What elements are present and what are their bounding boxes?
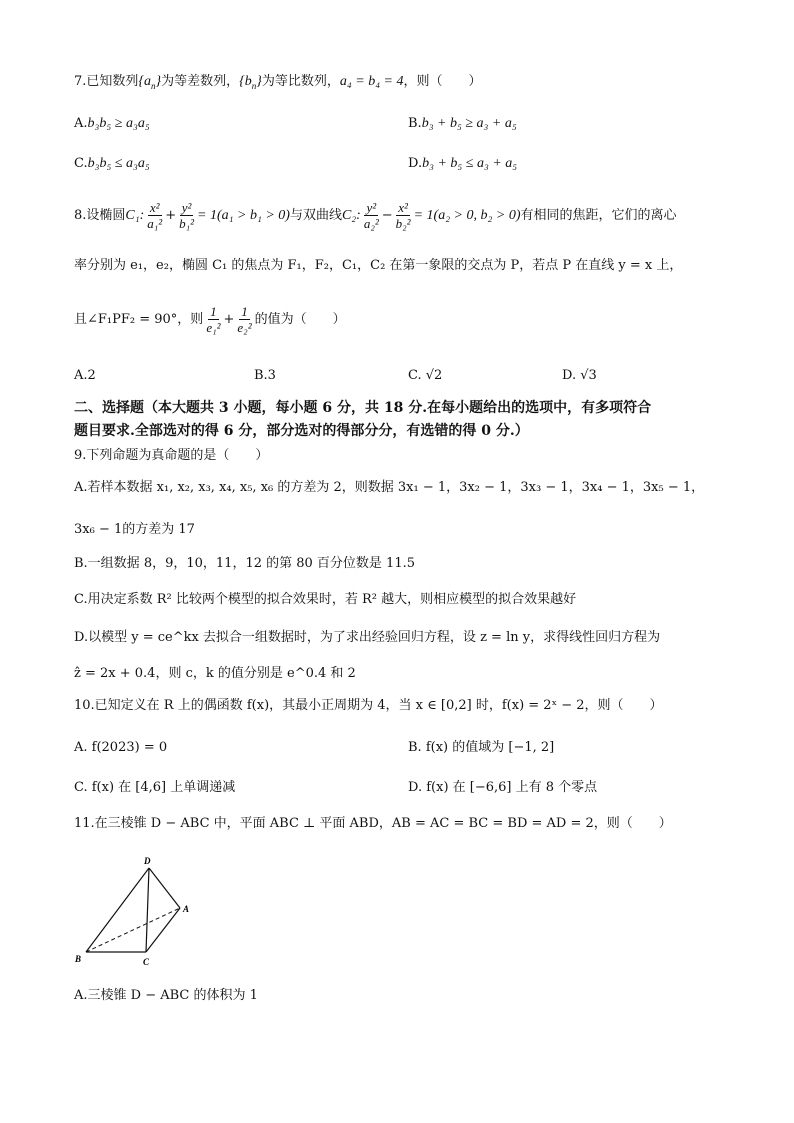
q10-option-d: D. f(x) 在 [−6,6] 上有 8 个零点 — [408, 780, 598, 795]
section-heading-line1: 二、选择题（本大题共 3 小题，每小题 6 分，共 18 分.在每小题给出的选项中，有多项符合 — [74, 400, 652, 416]
q7-option-d: D.b₃ + b₅ ≤ a₃ + a₅ — [408, 156, 518, 171]
tetrahedron-figure — [74, 852, 204, 972]
edge-ba-hidden — [86, 908, 180, 952]
q8-option-c: C. √2 — [408, 368, 443, 383]
q8-option-a: A.2 — [74, 368, 96, 383]
q8-stem-line2: 率分别为 e₁，e₂，椭圆 C₁ 的焦点为 F₁，F₂，C₁，C₂ 在第一象限的交点为 P，若点 P 在直线 y = x 上， — [74, 258, 683, 273]
q9-option-b: B.一组数据 8，9，10，11，12 的第 80 百分位数是 11.5 — [74, 556, 416, 571]
vertex-label-d: D — [144, 856, 151, 866]
q8-stem-line1: 8.设椭圆C₁: $\frac{\text{x²}}{\text{a₁²}}$ + $\frac{\text{y²}}{\text{b₁²}}$ = 1(a₁ > b₁ > 0)与双曲线C₂: $\frac{\text{y²}}{\text{a₂²}}$ − $\frac{\text{x²}}{\text{b₂²}}$ = 1(a₂ > 0, b₂ > 0)有相同的焦距，它们的离心 — [74, 200, 677, 231]
edge-da — [149, 868, 180, 908]
q7-option-b: B.b₃ + b₅ ≥ a₃ + a₅ — [408, 116, 517, 131]
q9-stem: 9.下列命题为真命题的是（ ） — [74, 448, 269, 463]
q11-option-a: A.三棱锥 D − ABC 的体积为 1 — [74, 988, 258, 1003]
vertex-label-c: C — [143, 957, 150, 967]
q7-option-a: A.b₃b₅ ≥ a₃a₅ — [74, 116, 150, 131]
q9-option-c: C.用决定系数 R² 比较两个模型的拟合效果时，若 R² 越大，则相应模型的拟合效果越好 — [74, 592, 577, 607]
q9-option-a-line2: 3x₆ − 1的方差为 17 — [74, 522, 195, 537]
q11-stem: 11.在三棱锥 D − ABC 中，平面 ABC ⊥ 平面 ABD，AB = AC = BC = BD = AD = 2，则（ ） — [74, 816, 672, 831]
edge-dc — [146, 868, 149, 952]
q10-option-a: A. f(2023) = 0 — [74, 740, 168, 755]
q8-option-d: D. √3 — [562, 368, 597, 383]
q10-option-c: C. f(x) 在 [4,6] 上单调递减 — [74, 780, 236, 795]
section-heading-line2: 题目要求.全部选对的得 6 分，部分选对的得部分分，有选错的得 0 分.） — [74, 423, 529, 439]
vertex-label-a: A — [183, 904, 190, 914]
edge-db — [86, 868, 149, 952]
edge-ca — [146, 908, 180, 952]
vertex-label-b: B — [75, 954, 82, 964]
q10-stem: 10.已知定义在 R 上的偶函数 f(x)，其最小正周期为 4，当 x ∈ [0,2] 时，f(x) = 2ˣ − 2，则（ ） — [74, 698, 663, 713]
q10-option-b: B. f(x) 的值域为 [−1, 2] — [408, 740, 555, 755]
q9-option-d-line1: D.以模型 y = ce^kx 去拟合一组数据时，为了求出经验回归方程，设 z = ln y，求得线性回归方程为 — [74, 630, 661, 645]
q8-stem-line3: 且∠F₁PF₂ = 90°，则 $\frac{1}{\text{e₁²}}$ + $\frac{1}{\text{e₂²}}$ 的值为（ ） — [74, 304, 346, 335]
q9-option-d-line2: ẑ = 2x + 0.4，则 c，k 的值分别是 e^0.4 和 2 — [74, 666, 356, 681]
q8-option-b: B.3 — [254, 368, 276, 383]
q7-option-c: C.b₃b₅ ≤ a₃a₅ — [74, 156, 150, 171]
q7-stem: 7.已知数列$\{a_n\}$为等差数列，$\{b_n\}$为等比数列，a₄ = b₄ = 4，则（ ） — [74, 74, 482, 91]
q9-option-a-line1: A.若样本数据 x₁, x₂, x₃, x₄, x₅, x₆ 的方差为 2，则数据 3x₁ − 1，3x₂ − 1，3x₃ − 1，3x₄ − 1，3x₅ − 1， — [74, 480, 705, 495]
